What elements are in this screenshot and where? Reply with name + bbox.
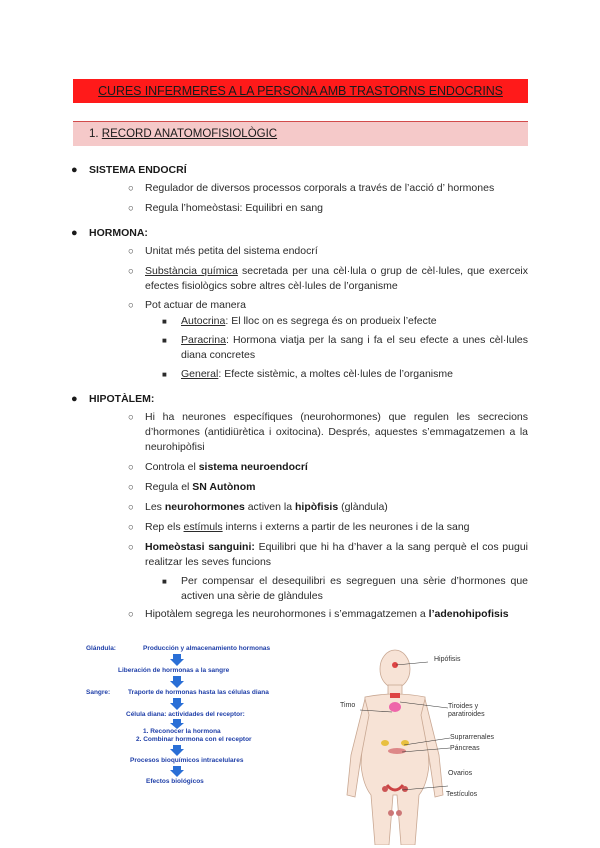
- flow-sangre-text: Traporte de hormonas hasta las células diana: [128, 689, 269, 696]
- flow-glandula-label: Glándula:: [86, 645, 116, 652]
- flow-step-combinar: 2. Combinar hormona con el receptor: [136, 736, 252, 743]
- heading-hipotalem: ● HIPOTÀLEM:: [71, 393, 155, 405]
- list-item: ○ Controla el sistema neuroendocrí: [128, 461, 308, 473]
- document-title-bar: [73, 79, 528, 103]
- section-label: RECORD ANATOMOFISIOLÒGIC: [101, 128, 278, 140]
- label-hipofisis: Hipófisis: [434, 656, 461, 663]
- label-timo: Timo: [340, 702, 356, 709]
- flow-step-procesos: Procesos bioquímicos intracelulares: [130, 757, 244, 764]
- list-item: ○ Regulador de diversos processos corporals a través de l’acció d’ hormones: [128, 182, 495, 194]
- heading-sistema-endocri: ● SISTEMA ENDOCRÍ: [71, 164, 187, 176]
- sub-list-item: ■ Paracrina: Hormona viatja per la sang i fa el seu efecte a unes cèl·lules diana concretes: [162, 334, 528, 362]
- section-title: [81, 128, 277, 140]
- sub-list-item: ■ Autocrina: El lloc on es segrega és on produeix l’efecte: [162, 315, 437, 327]
- section-number: 1.: [89, 128, 99, 140]
- flow-step-celula: Célula diana: actividades del receptor:: [126, 711, 245, 718]
- label-pancreas: Páncreas: [450, 745, 480, 752]
- section-header: [73, 121, 528, 146]
- flow-step-efectos: Efectos biológicos: [146, 778, 204, 785]
- flow-glandula-text: Producción y almacenamiento hormonas: [143, 645, 271, 652]
- list-item: ○ Pot actuar de manera: [128, 299, 246, 311]
- flow-arrow-icon: [170, 766, 184, 777]
- label-testiculos: Testículos: [446, 791, 478, 798]
- flow-arrow-icon: [170, 698, 184, 710]
- list-item: ○ Les neurohormones activen la hipòfisis (glàndula): [128, 501, 388, 513]
- label-suprarrenales: Suprarrenales: [450, 734, 494, 741]
- list-item: ○ Substància química secretada per una cèl·lula o grup de cèl·lules, que exerceix efectes fisiològics sobre altres cèl·lules de l’organisme: [128, 265, 529, 293]
- list-item: ○ Rep els estímuls interns i externs a partir de les neurones i de la sang: [128, 521, 470, 533]
- sub-list-item: ■ General: Efecte sistèmic, a moltes cèl·lules de l’organisme: [162, 368, 453, 380]
- flow-arrow-icon: [170, 676, 184, 688]
- flow-step-reconocer: 1. Reconocer la hormona: [143, 728, 221, 735]
- list-item: ○ Unitat més petita del sistema endocrí: [128, 245, 318, 257]
- list-item: ○ Regula l’homeòstasi: Equilibri en sang: [128, 202, 324, 214]
- list-item: ○ Homeòstasi sanguini: Equilibri que hi ha d’haver a la sang perquè el cos pugui realitzar les seves funcions: [128, 541, 528, 569]
- label-tiroides: Tiroides y paratiroides: [448, 703, 485, 718]
- flow-sangre-label: Sangre:: [86, 689, 111, 696]
- list-item: ○ Hipotàlem segrega les neurohormones i s’emmagatzemen a l’adenohipofisis: [128, 608, 509, 620]
- document-title: CURES INFERMERES A LA PERSONA AMB TRASTORNS ENDOCRINS: [98, 84, 503, 98]
- flow-arrow-icon: [170, 654, 184, 666]
- sub-list-item: ■ Per compensar el desequilibri es segreguen una sèrie d’hormones que activen una sèrie de glàndules: [162, 575, 528, 603]
- flow-arrow-icon: [170, 745, 184, 756]
- label-ovarios: Ovarios: [448, 770, 473, 777]
- heading-hormona: ● HORMONA:: [71, 227, 148, 239]
- list-item: ○ Hi ha neurones específiques (neurohormones) que regulen les secrecions d’hormones (antidiürètica i oxitocina). Després, aquestes s’emmagatzemen a la neurohipòfisi: [128, 411, 528, 454]
- figure-pointer-lines: [330, 650, 460, 800]
- flow-step-liberacion: Liberación de hormonas a la sangre: [118, 667, 230, 674]
- list-item: ○ Regula el SN Autònom: [128, 481, 256, 493]
